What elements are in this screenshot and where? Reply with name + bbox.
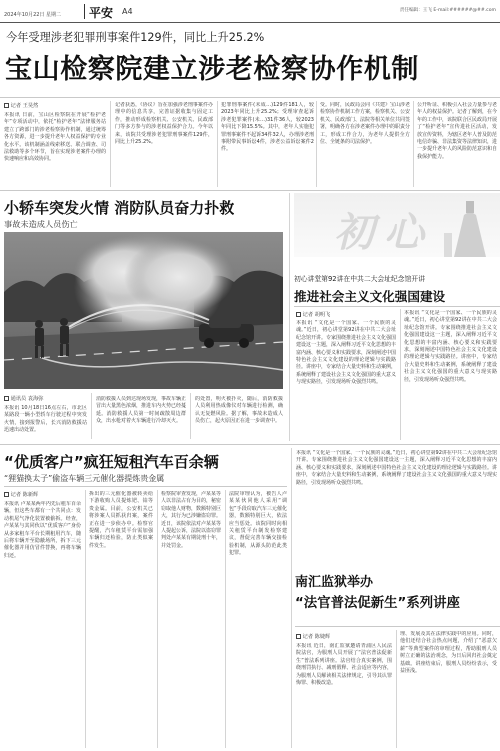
reporter-icon bbox=[296, 634, 301, 639]
masthead-divider bbox=[84, 4, 85, 19]
col-divider bbox=[217, 101, 218, 187]
prison-rule bbox=[295, 626, 500, 627]
reporter-icon bbox=[296, 312, 301, 317]
prison-pre-text: 本报讯 “文化是一个国家、一个民族的灵魂。”近日，初心讲堂第92讲在中共二大会址纪念馆开讲。专家围绕推进社会主义文化强国建设这一主题，深入阐释习近平文化思想的丰富内涵、核心要义和实践要求，深刻阐述中国特色社会主义文化建设的理论逻辑与实践路径。讲座中，专家结合大量史料和生动案例，系统阐释了建设社会主义文化强国的重大意义与现实路径，引发现场听众强烈共鸣。 bbox=[296, 450, 497, 486]
lead-headline: 宝山检察院建立涉老检察协作机制 bbox=[5, 54, 419, 85]
promo-banner-art bbox=[294, 193, 500, 257]
section-rule bbox=[0, 190, 500, 191]
fire-byline-1-text: 通讯员 袁海弥 bbox=[10, 396, 44, 402]
col-divider bbox=[289, 193, 290, 441]
fire-subheadline: 事故未造成人员伤亡 bbox=[4, 219, 78, 229]
col-divider bbox=[157, 490, 158, 748]
lead-col-4: 受。同时，民政局会同《共建》宝山涉老检察协作机制工作方案，检察机关、公安机关、民政部门、法院等相关单位共同签署，明确各方在涉老案件办理中的职责分工，形成工作合力，为老年人提供全方位、全链条的司法保护。 bbox=[320, 102, 410, 146]
scam-kicker: “优质客户”疯狂短租汽车百余辆 bbox=[4, 453, 219, 471]
col-divider bbox=[413, 101, 414, 187]
prison-headline-1: 南汇监狱举办 bbox=[295, 575, 374, 590]
reporter-icon bbox=[4, 492, 9, 497]
prison-col-2: 理、发展及其在法律实践中的应用。同时，他们还结合社会热点问题，介绍了“恶意欠薪”等典型案件的审理过程，帮助服刑人员树立正确的法治观念，为日后回归社会奠定基础。讲座结束后，服刑人员纷纷表示，受益匪浅。 bbox=[400, 631, 497, 675]
col-divider bbox=[396, 630, 397, 748]
lead-col-1: 本报讯 日前，宝山区检察院在开展“检护老年”专项活动中，依托“检护老年”法律服务站建立了跨部门的涉老检察协作机制，通过统筹各方资源，进一步提升老年人权益保护的专业化水平。该机制涵盖线索移送、联合调查、司法救助等多个环节，旨在实现涉老案件办理的快速响应和高效协同。 bbox=[4, 112, 106, 163]
masthead-date: 2024年10月22日 星期二 bbox=[4, 12, 62, 18]
scam-rule bbox=[4, 486, 287, 487]
page-number: A4 bbox=[122, 7, 133, 16]
prison-headline-2: “法官普法促新生”系列讲座 bbox=[295, 596, 460, 611]
prison-headline-box bbox=[295, 571, 500, 621]
lead-byline bbox=[4, 102, 38, 109]
lead-col-2: 记者获悉，《协议》旨在加强涉老刑事案件办理中的信息共享，完善证据收集与固定工作，推动形成检察机关、公安机关、民政部门等多方参与的涉老权益保护合力。今年以来，该院共受理涉老犯罪刑事案件129件，同比上升25.2%。 bbox=[115, 102, 213, 146]
lead-rule bbox=[0, 97, 500, 98]
section-rule bbox=[0, 444, 500, 445]
section-name: 平安 bbox=[89, 6, 114, 20]
scam-byline bbox=[4, 491, 38, 498]
col-divider bbox=[291, 448, 292, 748]
prison-byline bbox=[296, 633, 330, 640]
scam-col-2: 拆出的三元催化器被转卖给下游收购人员提炼钯、铂等贵金属。目前，公安机关已将涉案人员抓获归案，案件正在进一步侦办中。检察官提醒，汽车租赁平台需加强车辆归还检验，防止类似案件发生。 bbox=[89, 491, 153, 549]
fire-col-2: 消防救援人员到达现场发现，事故车辆正冒出大量黑色浓烟，推进车内火势已经蔓延。消防救援人员第一时间疏散周边群众，出水枪对着火车辆进行冷却灭火。 bbox=[96, 396, 186, 425]
prison-byline-text: 记者 陈婕辉 bbox=[302, 634, 331, 640]
fire-photo bbox=[4, 232, 283, 389]
col-divider bbox=[225, 490, 226, 748]
fire-byline-1 bbox=[4, 395, 43, 402]
lead-byline-text: 记者 王昊然 bbox=[10, 103, 39, 109]
col-divider bbox=[190, 393, 191, 439]
promo-kicker: 初心讲堂第92讲在中共二大会址纪念馆开讲 bbox=[294, 275, 425, 283]
scam-col-4: 法院审理认为，被告人卢某某伙同他人采用“调包”手段窃取汽车三元催化器，数额特别巨大，依法应当惩处。该院同时向相关租赁平台制发检察建议，督促完善车辆交接检验机制，从源头防范此类犯罪。 bbox=[229, 491, 287, 557]
reporter-icon bbox=[4, 103, 9, 108]
reporter-icon bbox=[4, 396, 9, 401]
fire-col-3: 的处置，明火被扑灭，随后，消防救援人员利用热成像仪对车辆进行检测，确认无复燃风险。据了解，事故未造成人员伤亡，起火原因正在进一步调查中。 bbox=[195, 396, 283, 425]
masthead bbox=[0, 0, 500, 22]
promo-body: 本报讯 “文化是一个国家、一个民族的灵魂。”近日，初心讲堂第92讲在中共二大会址纪念馆开讲。专家围绕推进社会主义文化强国建设这一主题，深入阐释习近平文化思想的丰富内涵、核心要义和实践要求，深刻阐述中国特色社会主义文化建设的理论逻辑与实践路径。讲座中，专家结合大量史料和生动案例，系统阐释了建设社会主义文化强国的重大意义与现实路径，引发现场听众强烈共鸣。 bbox=[296, 320, 396, 386]
lead-col-3: 犯罪刑事案件(未成…)129件181人，较2023年同比上升25.2%；受理审查起诉涉老犯罪案件(未…)31件36人，较2023年同比下降15.5%。其中，老年人实施犯罪刑事案件不起诉34件32人，办理涉老刑事附带民事诉讼4件，涉老公益诉讼案件2件。 bbox=[221, 102, 314, 153]
masthead-editor: 责任编辑：王飞 E-mail:######@##.com bbox=[399, 8, 496, 13]
col-divider bbox=[91, 393, 92, 439]
scam-col-3: 检察院审查发现，卢某某等人以非法占有为目的，秘密窃取他人财物，数额特别巨大，其行为已涉嫌盗窃罪。近日，该院依法对卢某某等人提起公诉，法院以盗窃罪判处卢某某有期徒刑十年，并处罚金。 bbox=[161, 491, 221, 549]
fire-col-1: 本报讯 10月18日16点左右，市北区某路段一辆小型轿车行驶过程中突发火情，接到报警后，长兴消防救援站迅速出动处置。 bbox=[4, 405, 87, 434]
promo-body-2: 本报讯 “文化是一个国家、一个民族的灵魂。”近日，初心讲堂第92讲在中共二大会址纪念馆开讲。专家围绕推进社会主义文化强国建设这一主题，深入阐释习近平文化思想的丰富内涵、核心要义和实践要求，深刻阐述中国特色社会主义文化建设的理论逻辑与实践路径。讲座中，专家结合大量史料和生动案例，系统阐释了建设社会主义文化强国的重大意义与现实路径，引发现场听众强烈共鸣。 bbox=[404, 310, 497, 383]
promo-byline-text: 记者 胡明飞 bbox=[302, 312, 331, 318]
col-divider bbox=[316, 101, 317, 187]
col-divider bbox=[400, 309, 401, 440]
promo-byline bbox=[296, 311, 330, 318]
prison-col-1: 本报讯 近日，南汇监狱邀请青浦区人民法院法官，为服刑人员开展了“法官普法促新生”普法系列讲座。法官结合真实案例，围绕刑罚执行、减刑假释、社会适应等内容，为服刑人员解读相关法律规定，引导其认罪悔罪、积极改造。 bbox=[296, 643, 392, 687]
promo-watermark: 初心 bbox=[334, 209, 434, 256]
col-divider bbox=[85, 490, 86, 748]
promo-rule bbox=[294, 306, 500, 307]
fire-photo-image bbox=[4, 232, 283, 389]
promo-banner bbox=[294, 193, 500, 257]
promo-headline: 推进社会主义文化强国建设 bbox=[294, 289, 446, 304]
lead-kicker: 今年受理涉老犯罪刑事案件129件，同比上升25.2% bbox=[6, 31, 265, 44]
masthead-rule bbox=[0, 22, 500, 23]
lead-col-5: 公开听证、积极引入社会力量参与老年人的权益保护。记者了解到，在今年的工作中，该院联合区民政局开展了“检护老年”宣传进社区活动，发放宣传资料，为辖区老年人普及防范电信诈骗、非法集资等法律知识，进一步提升老年人的风险防范意识和自我保护能力。 bbox=[417, 102, 497, 160]
col-divider bbox=[110, 101, 111, 187]
scam-subheadline: “狸猫换太子”偷盗车辆三元催化器提炼贵金属 bbox=[4, 474, 165, 483]
scam-col-1: 本报讯 卢某某两年内先后租车百余辆，但这些车都有一个共同点：发动机尾气净化装置被偷拆。经查，卢某某与其同伙以“优质客户”身份从多家租车平台长期租用汽车，随后将车辆开至隐蔽场所，拆下三元催化器并用仿冒件替换，再将车辆归还。 bbox=[4, 501, 81, 559]
fire-headline: 小轿车突发火情 消防队员奋力扑救 bbox=[4, 199, 235, 217]
scam-byline-text: 记者 陈新辉 bbox=[10, 492, 39, 498]
